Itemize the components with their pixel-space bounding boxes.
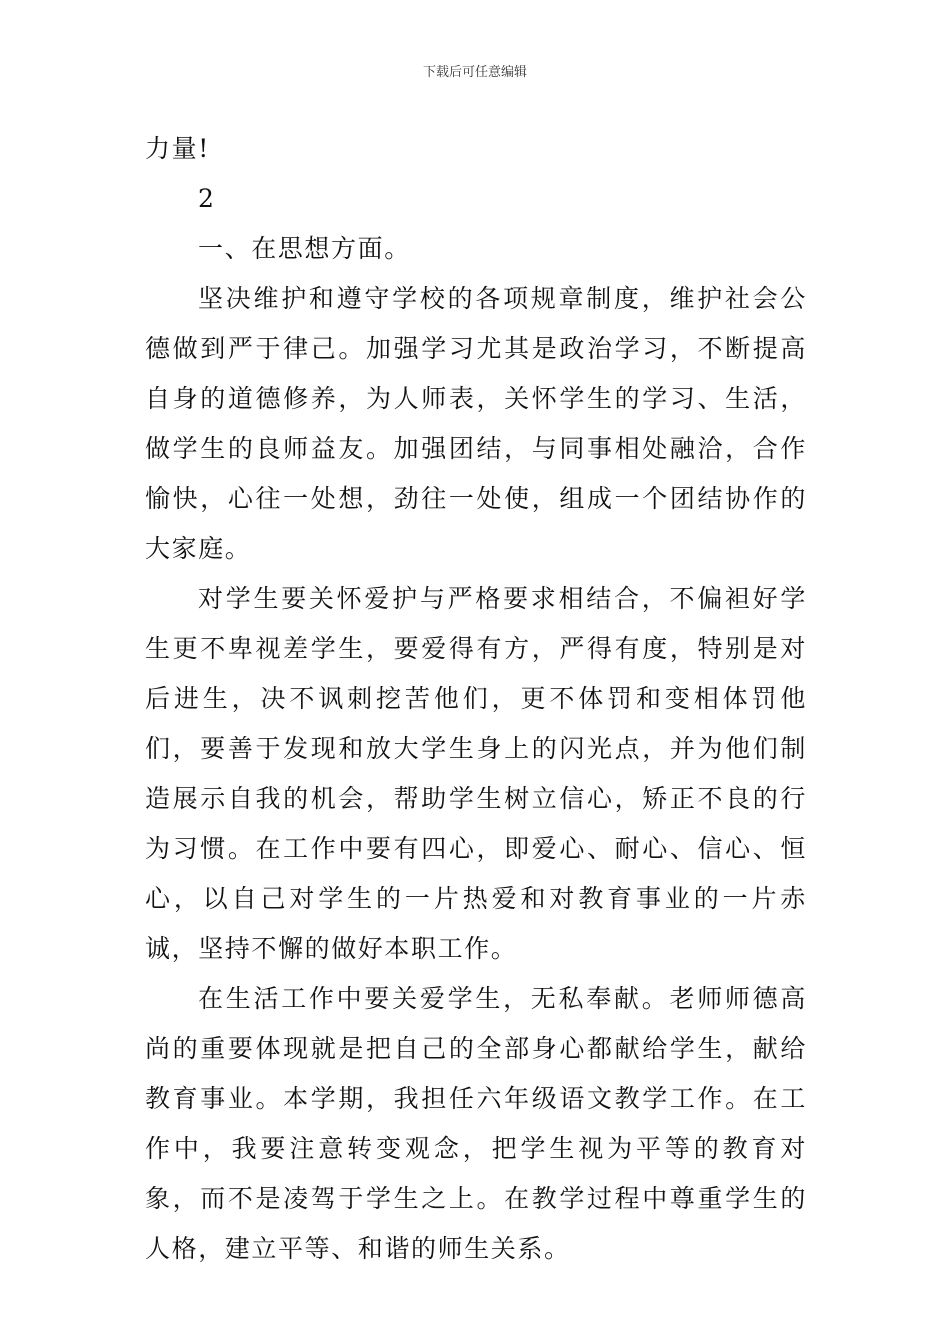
document-body [145,124,807,1274]
paragraph-continuation: 力量! [145,134,210,163]
section-heading: 一、在思想方面。 [198,234,411,263]
paragraph: 在生活工作中要关爱学生，无私奉献。老师师德高尚的重要体现就是把自己的全部身心都献给学生，献给教育事业。本学期，我担任六年级语文教学工作。在工作中，我要注意转变观念，把学生视为平等的教育对象，而不是凌驾于学生之上。在教学过程中尊重学生的人格，建立平等、和谐的师生关系。 [145,984,807,1263]
paragraph: 对学生要关怀爱护与严格要求相结合，不偏袒好学生更不卑视差学生，要爱得有方，严得有度，特别是对后进生，决不讽刺挖苦他们，更不体罚和变相体罚他们，要善于发现和放大学生身上的闪光点，并为他们制造展示自我的机会，帮助学生树立信心，矫正不良的行为习惯。在工作中要有四心，即爱心、耐心、信心、恒心，以自己对学生的一片热爱和对教育事业的一片赤诚，坚持不懈的做好本职工作。 [145,584,807,963]
page-header-note: 下载后可任意编辑 [422,65,527,80]
section-number: 2 [198,184,216,213]
paragraph: 坚决维护和遵守学校的各项规章制度，维护社会公德做到严于律己。加强学习尤其是政治学习，不断提高自身的道德修养，为人师表，关怀学生的学习、生活，做学生的良师益友。加强团结，与同事相处融洽，合作愉快，心往一处想，劲往一处使，组成一个团结协作的大家庭。 [145,284,807,563]
